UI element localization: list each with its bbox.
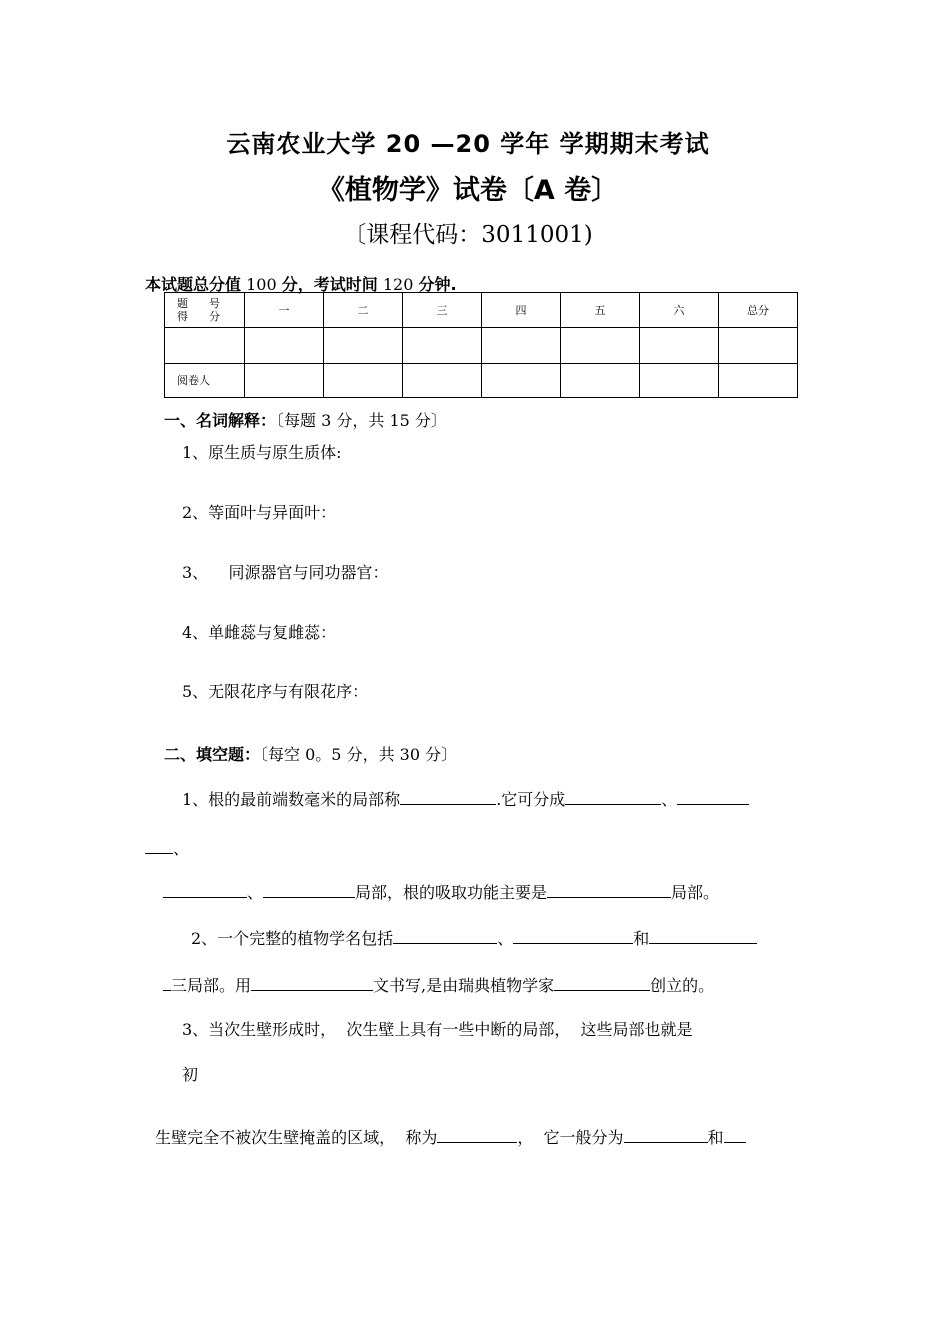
q3-text: ， 它一般分为 (517, 1128, 624, 1147)
q2-text: 三局部。用 (171, 976, 252, 995)
grader-cell (719, 363, 798, 397)
grader-cell (640, 363, 719, 397)
score-tail: 分钟. (418, 275, 457, 294)
blank[interactable] (547, 881, 671, 898)
label-de: 得 (177, 310, 188, 324)
fill-q1-line2 (145, 836, 189, 859)
section1-note: 〔每题 3 分，共 15 分〕 (276, 411, 447, 430)
score-mid: 分，考试时间 (281, 275, 378, 294)
blank[interactable] (437, 1126, 517, 1143)
section2-heading (164, 742, 457, 765)
score-cell (245, 328, 324, 363)
q2-text: 创立的。 (650, 976, 715, 995)
col-header: 五 (561, 293, 640, 328)
section1-question: 1、原生质与原生质体: (182, 443, 342, 462)
section2-note: 〔每空 0。5 分，共 30 分〕 (260, 745, 458, 764)
q1-text: 、 (173, 839, 190, 858)
score-row (165, 328, 798, 363)
q1-text: 、 (247, 883, 264, 902)
exam-title: 云南农业大学 20 —20 学年 学期期末考试 (226, 130, 710, 158)
grader-cell (482, 363, 561, 397)
fill-q2-line1 (191, 926, 757, 949)
score-cell (324, 328, 403, 363)
blank[interactable] (513, 927, 633, 944)
grader-cell (324, 363, 403, 397)
grade-header-row (165, 293, 798, 328)
blank[interactable] (145, 837, 173, 854)
blank[interactable] (163, 881, 247, 898)
blank[interactable] (565, 788, 661, 805)
blank[interactable] (624, 1126, 708, 1143)
grader-label: 阅卷人 (165, 363, 245, 397)
fill-q2-line2 (163, 973, 714, 996)
grader-cell (403, 363, 482, 397)
fill-q1-line3 (163, 880, 719, 903)
section1-number: 一、 (164, 411, 197, 430)
q1-text: 1、根的最前端数毫米的局部称 (182, 790, 401, 809)
q2-text: 、 (497, 929, 514, 948)
q1-text: .它可分成 (496, 790, 566, 809)
header-label-cell (165, 293, 245, 328)
blank[interactable] (393, 927, 497, 944)
section1-question: 2、等面叶与异面叶： (182, 503, 337, 522)
section1-question: 3、 同源器官与同功器官： (182, 563, 389, 582)
blank[interactable] (263, 881, 355, 898)
fill-q3-line2: 初 (182, 1065, 199, 1084)
col-header: 一 (245, 293, 324, 328)
exam-time: 120 (382, 275, 414, 294)
q1-text: 局部。 (671, 883, 720, 902)
q1-text: 、 (661, 790, 678, 809)
q3-text: 生壁完全不被次生壁掩盖的区域， 称为 (155, 1128, 438, 1147)
col-header: 四 (482, 293, 561, 328)
score-cell (640, 328, 719, 363)
col-header: 三 (403, 293, 482, 328)
q2-text: 和 (633, 929, 650, 948)
score-cell (482, 328, 561, 363)
section1-question: 4、单雌蕊与复雌蕊： (182, 623, 337, 642)
exam-subtitle: 《植物学》试卷〔A 卷〕 (317, 175, 619, 206)
blank[interactable] (163, 974, 171, 991)
grader-cell (245, 363, 324, 397)
col-header: 总分 (719, 293, 798, 328)
section2-number: 二、 (164, 745, 197, 764)
col-header: 二 (324, 293, 403, 328)
blank[interactable] (724, 1126, 746, 1143)
section2-title: 填空题： (196, 745, 261, 764)
score-cell (403, 328, 482, 363)
blank[interactable] (400, 788, 496, 805)
blank[interactable] (554, 974, 650, 991)
q3-text: 和 (707, 1128, 724, 1147)
fill-q3-line3 (145, 1106, 746, 1148)
score-total: 100 (246, 275, 277, 294)
score-cell (561, 328, 640, 363)
fill-q3-line1: 3、当次生壁形成时， 次生壁上具有一些中断的局部， 这些局部也就是 (182, 1020, 693, 1039)
score-cell (719, 328, 798, 363)
blank[interactable] (649, 927, 757, 944)
col-header: 六 (640, 293, 719, 328)
grader-cell (561, 363, 640, 397)
q2-text: 文书写,是由瑞典植物学家 (373, 976, 555, 995)
section1-heading (164, 408, 447, 431)
score-lead: 本试题总分值 (145, 275, 242, 294)
label-hao: 号 (209, 297, 220, 311)
grade-table (164, 292, 798, 398)
label-fen: 分 (209, 310, 220, 324)
grader-row (165, 363, 798, 397)
blank[interactable] (251, 974, 373, 991)
q2-text: 2、一个完整的植物学名包括 (191, 929, 394, 948)
fill-q1-line1 (182, 787, 749, 810)
score-cell (165, 328, 245, 363)
course-code: 〔课程代码：3011001) (343, 222, 593, 248)
section1-title: 名词解释： (196, 411, 277, 430)
blank[interactable] (677, 788, 749, 805)
section1-question: 5、无限花序与有限花序： (182, 682, 369, 701)
label-ti: 题 (177, 297, 188, 311)
q1-text: 局部，根的吸取功能主要是 (355, 883, 548, 902)
